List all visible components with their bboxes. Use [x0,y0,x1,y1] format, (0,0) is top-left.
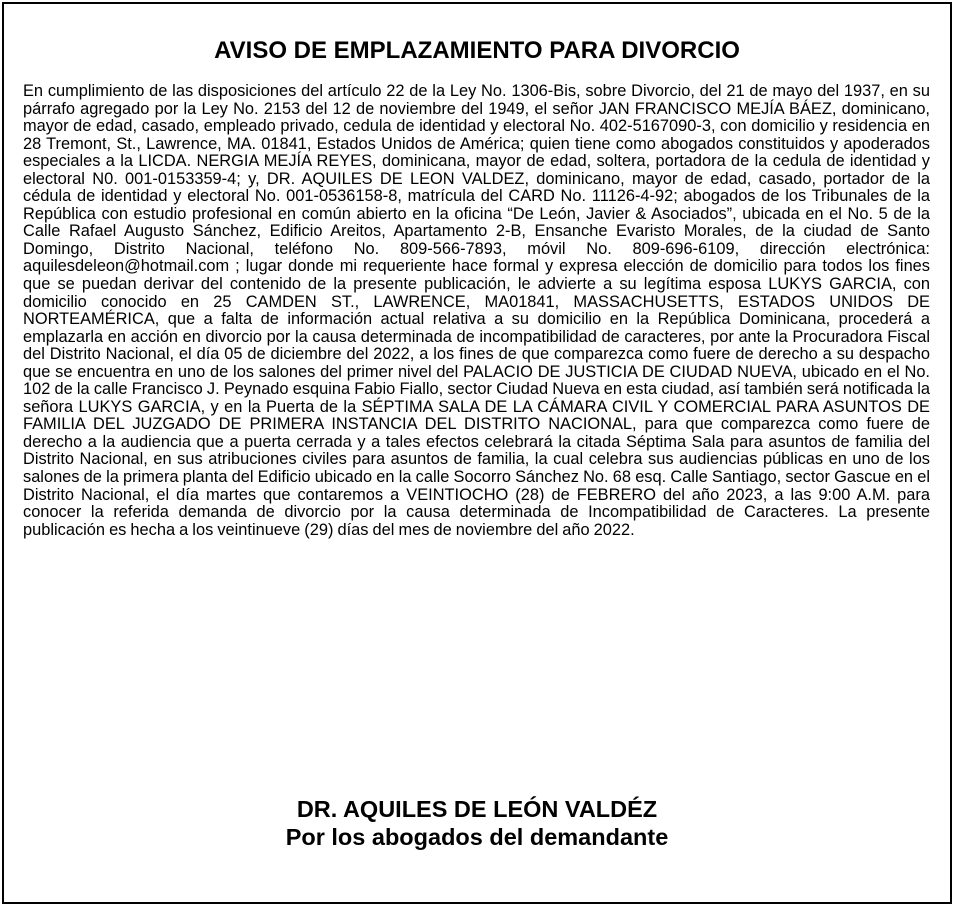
signature-name: DR. AQUILES DE LEÓN VALDÉZ [296,796,658,822]
notice-body: En cumplimiento de las disposiciones del artículo 22 de la Ley No. 1306-Bis, sobre Divorcio, del 21 de mayo del 1937, en su párrafo agregado por la Ley No. 2153 del 12 de noviembre del 1949, el señor JAN FRANCISCO MEJÍA BÁEZ, dominicano, mayor de edad, casado, empleado privado, cedula de identidad y electoral No. 402-5167090-3, con domicilio y residencia en 28 Tremont, St., Lawrence, MA. 01841, Estados Unidos de América; quien tiene como abogados constituidos y apoderados especiales a la LICDA. NERGIA MEJÍA REYES, dominicana, mayor de edad, soltera, portadora de la cedula de identidad y electoral N0. 001-0153359-4; y, DR. AQUILES DE LEON VALDEZ, dominicano, mayor de edad, casado, portador de la cédula de identidad y electoral No. 001-0536158-8, matrícula del CARD No. 11126-4-92; abogados de los Tribunales de la República con estudio profesional en común abierto en la oficina “De León, Javier & Asociados”, ubicada en el No. 5 de la Calle Rafael Augusto Sánchez, Edificio Areitos, Apartamento 2-B, Ensanche Evaristo Morales, de la ciudad de Santo Domingo, Distrito Nacional, teléfono No. 809-566-7893, móvil No. 809-696-6109, dirección electrónica: aquilesdeleon@hotmail.com ; lugar donde mi requeriente hace formal y expresa elección de domicilio para todos los fines que se puedan derivar del contenido de la presente publicación, le advierte a su legítima esposa LUKYS GARCIA, con domicilio conocido en 25 CAMDEN ST., LAWRENCE, MA01841, MASSACHUSETTS, ESTADOS UNIDOS DE NORTEAMÉRICA, que a falta de información actual relativa a su domicilio en la República Dominicana, procederá a emplazarla en acción en divorcio por la causa determinada de incompatibilidad de caracteres, por ante la Procuradora Fiscal del Distrito Nacional, el día 05 de diciembre del 2022, a los fines de que comparezca como fuere de derecho a su despacho que se encuentra en uno de los salones del primer nivel del PALACIO DE JUSTICIA DE CIUDAD NUEVA, ubicado en el No. 102 de la calle Francisco J. Peynado esquina Fabio Fiallo, sector Ciudad Nueva en esta ciudad, así también será notificada la señora LUKYS GARCIA, y en la Puerta de la SÉPTIMA SALA DE LA CÁMARA CIVIL Y COMERCIAL PARA ASUNTOS DE FAMILIA DEL JUZGADO DE PRIMERA INSTANCIA DEL DISTRITO NACIONAL, para que comparezca como fuere de derecho a la audiencia que a puerta cerrada y a tales efectos celebrará la citada Séptima Sala para asuntos de familia del Distrito Nacional, en sus atribuciones civiles para asuntos de familia, la cual celebra sus audiencias públicas en uno de los salones de la primera planta del Edificio ubicado en la calle Socorro Sánchez No. 68 esq. Calle Santiago, sector Gascue en el Distrito Nacional, el día martes que contaremos a VEINTIOCHO (28) de FEBRERO del año 2023, a las 9:00 A.M. para conocer la referida demanda de divorcio por la causa determinada de Incompatibilidad de Caracteres. La presente publicación es hecha a los veintinueve (29) días del mes de noviembre del año 2022. [23,82,930,539]
signature-block [4,795,950,851]
signature-role: Por los abogados del demandante [285,824,669,850]
notice-title: AVISO DE EMPLAZAMIENTO PARA DIVORCIO [214,37,740,64]
legal-notice [2,2,952,904]
